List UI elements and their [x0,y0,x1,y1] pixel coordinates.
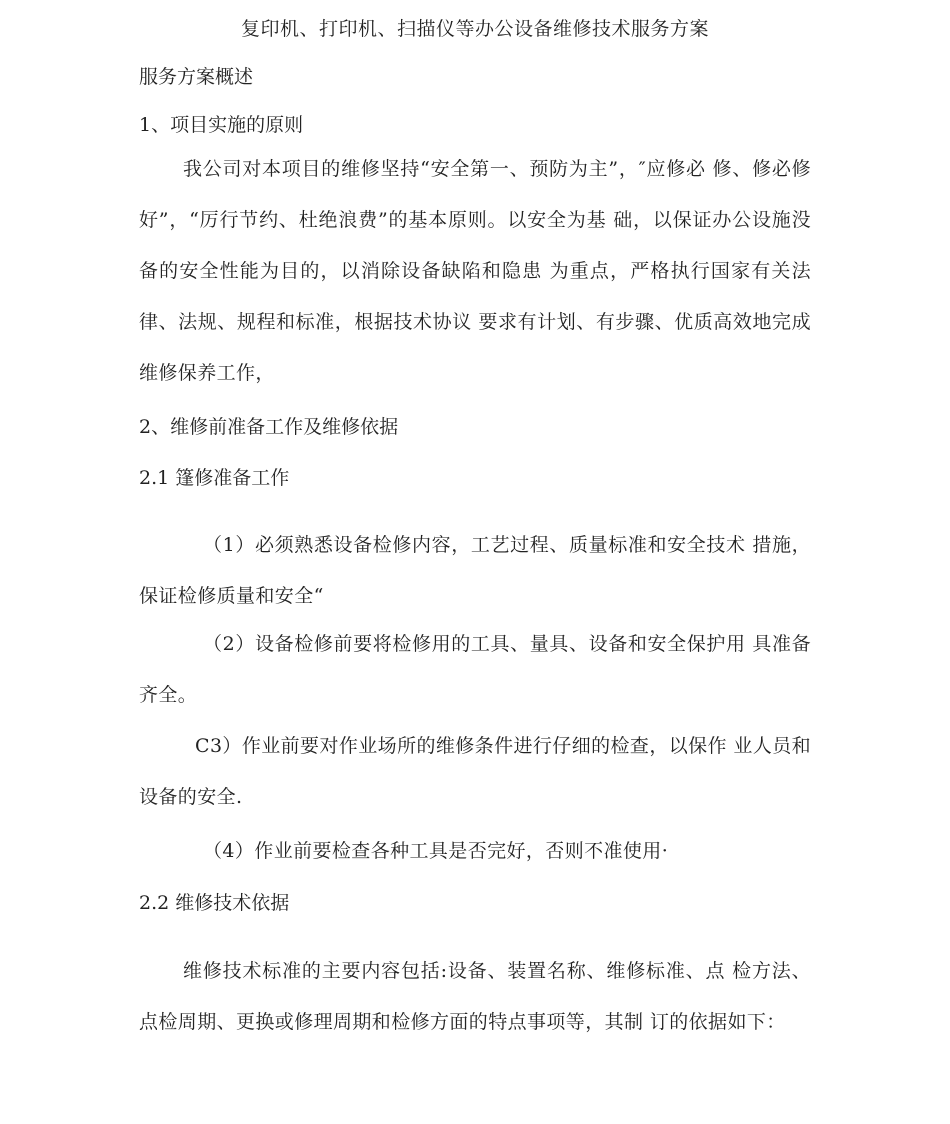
document-title: 复印机、打印机、扫描仪等办公设备维修技术服务方案 [240,18,709,40]
section-2-2-paragraph: 维修技术标准的主要内容包括:设备、装置名称、维修标准、点 检方法、点检周期、更换或修理周期和检修方面的特点事项等，其制 订的依据如下： [139,960,811,1033]
prep-item-4: （4）作业前要检查各种工具是否完好，否则不准使用· [203,840,669,862]
section-2-1-heading: 2.1 篷修准备工作 [139,467,290,489]
prep-item-1: （1）必须熟悉设备检修内容，工艺过程、质量标准和安全技术 措施，保证检修质量和安全“ [139,534,811,607]
overview-heading: 服务方案概述 [139,66,254,88]
prep-item-2: （2）设备检修前要将检修用的工具、量具、设备和安全保护用 具准备齐全。 [139,633,811,706]
prep-item-3: C3）作业前要对作业场所的维修条件进行仔细的检查，以保作 业人员和设备的安全. [139,735,811,808]
section-1-paragraph: 我公司对本项目的维修坚持“安全第一、预防为主”，″应修必 修、修必修好”，“厉行节约、杜绝浪费”的基本原则。以安全为基 础，以保证办公设施没备的安全性能为目的，以消除设备缺陷和隐患 为重点，严格执行国家有关法律、法规、规程和标准，根据技术协议 要求有计划、有步骤、优质高效地完成维修保养工作， [139,158,811,384]
section-2-2-heading: 2.2 维修技术依据 [139,892,290,914]
section-1-heading: 1、项目实施的原则 [139,114,304,136]
section-2-heading: 2、维修前准备工作及维修依据 [139,416,399,438]
